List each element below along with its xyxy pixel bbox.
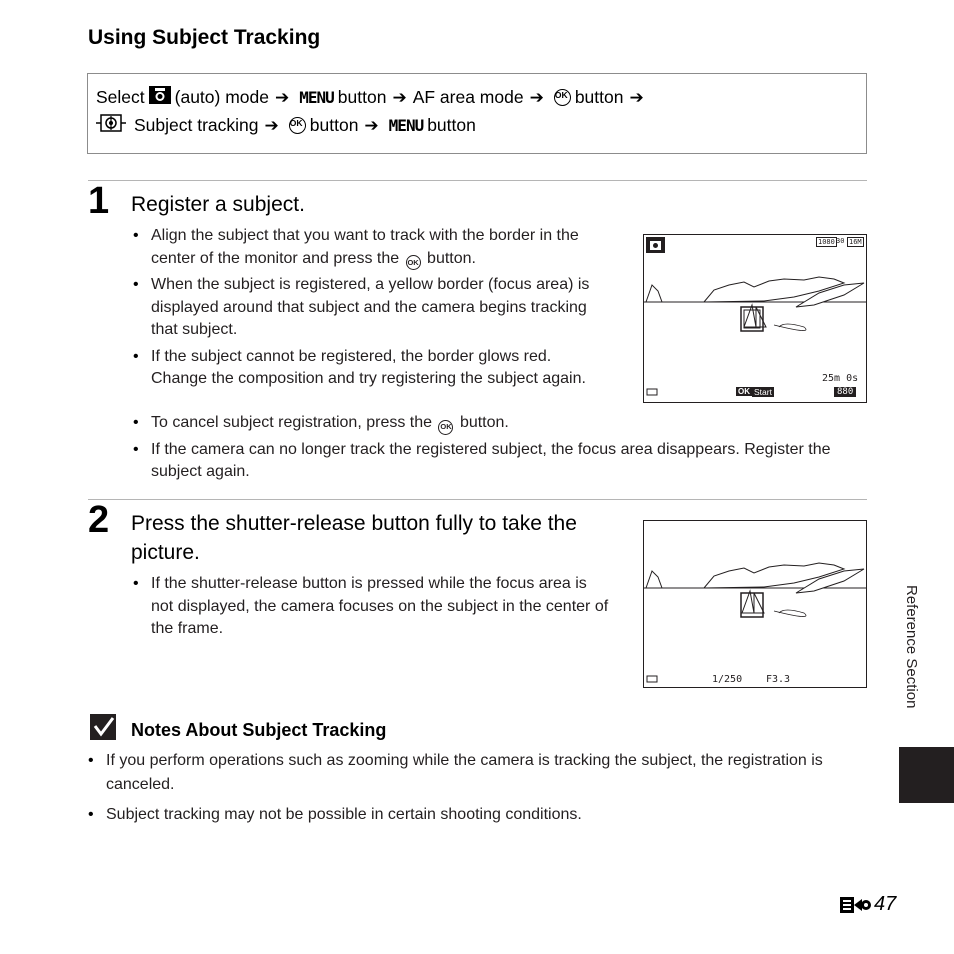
bullet-text: To cancel subject registration, press the <box>151 414 433 431</box>
note-item: • Subject tracking may not be possible in certain shooting conditions. <box>88 803 848 827</box>
video-resolution: 1080 <box>818 238 835 246</box>
check-icon <box>90 714 118 747</box>
bullet-item <box>133 412 873 435</box>
reference-icon <box>840 895 872 915</box>
step2-bullets <box>133 573 611 645</box>
section-tab <box>899 747 954 803</box>
step-number: 2 <box>88 499 110 541</box>
notes-list <box>88 749 848 831</box>
arrow-icon: ➔ <box>529 87 544 107</box>
bullet-item <box>133 225 611 270</box>
step-number: 1 <box>88 180 110 222</box>
subject-tracking-text: Subject tracking <box>134 115 259 135</box>
section-title: Using Subject Tracking <box>88 26 321 49</box>
menu-label: MENU <box>299 88 334 107</box>
camera-screen-shoot <box>643 520 867 688</box>
step1-bullets <box>133 225 611 395</box>
bullet-text: Align the subject that you want to track with the border in the center of the monitor and press the <box>151 227 579 267</box>
button-text: button <box>337 87 387 107</box>
ok-label: OK <box>738 387 750 396</box>
image-size: 16M <box>849 238 862 246</box>
camera-screen-register <box>643 234 867 403</box>
subject-tracking-icon <box>96 114 126 137</box>
page-number-text: 47 <box>874 893 897 915</box>
step1-bullets-wide <box>133 412 873 488</box>
af-area-mode-text: AF area mode <box>412 87 524 107</box>
ok-button-icon: OK <box>406 255 421 270</box>
arrow-icon: ➔ <box>629 87 644 107</box>
start-label: Start <box>754 387 772 397</box>
note-item: • If you perform operations such as zooming while the camera is tracking the subject, the registration is canceled. <box>88 749 848 797</box>
step-title: Press the shutter-release button fully to take the picture. <box>131 512 577 564</box>
arrow-icon: ➔ <box>275 87 290 107</box>
arrow-icon: ➔ <box>364 115 379 135</box>
ok-button-icon: OK <box>438 420 453 435</box>
procedure-line-2 <box>96 114 476 137</box>
bullet-item: • If the subject cannot be registered, the border glows red. Change the composition and try registering the subject again. <box>133 346 611 391</box>
ok-button-icon: OK <box>289 117 306 134</box>
divider <box>88 180 867 181</box>
side-section-label: Reference Section <box>903 585 920 709</box>
arrow-icon: ➔ <box>264 115 279 135</box>
shots-remaining: 880 <box>834 387 856 397</box>
procedure-box <box>87 73 867 154</box>
bullet-item: • If the camera can no longer track the registered subject, the focus area disappears. Register the subject again. <box>133 439 873 484</box>
shutter-speed: 1/250 <box>712 674 743 685</box>
select-text: Select <box>96 87 145 107</box>
bullet-item: • If the shutter-release button is pressed while the focus area is not displayed, the camera focuses on the subject in the center of the frame. <box>133 573 611 641</box>
aperture: F3.3 <box>766 674 791 685</box>
step-title: Register a subject. <box>131 193 305 216</box>
bullet-item: • When the subject is registered, a yellow border (focus area) is displayed around that subject and the camera begins tracking that subject. <box>133 274 611 342</box>
bullet-text: button. <box>427 249 476 267</box>
page-number <box>840 893 896 916</box>
notes-title: Notes About Subject Tracking <box>131 720 387 740</box>
auto-mode-text: (auto) mode <box>174 87 269 107</box>
divider <box>88 499 867 500</box>
remaining-time: 25m 0s <box>822 373 859 384</box>
arrow-icon: ➔ <box>392 87 407 107</box>
ok-button-icon: OK <box>554 89 571 106</box>
menu-label: MENU <box>388 116 424 135</box>
frame-rate: 30 <box>836 237 845 245</box>
screen-illustration <box>644 521 866 687</box>
button-text: button <box>427 115 476 135</box>
camera-icon <box>149 86 171 109</box>
bullet-text: button. <box>459 414 509 431</box>
button-text: button <box>309 115 359 135</box>
procedure-line-1 <box>96 86 650 109</box>
button-text: button <box>574 87 624 107</box>
